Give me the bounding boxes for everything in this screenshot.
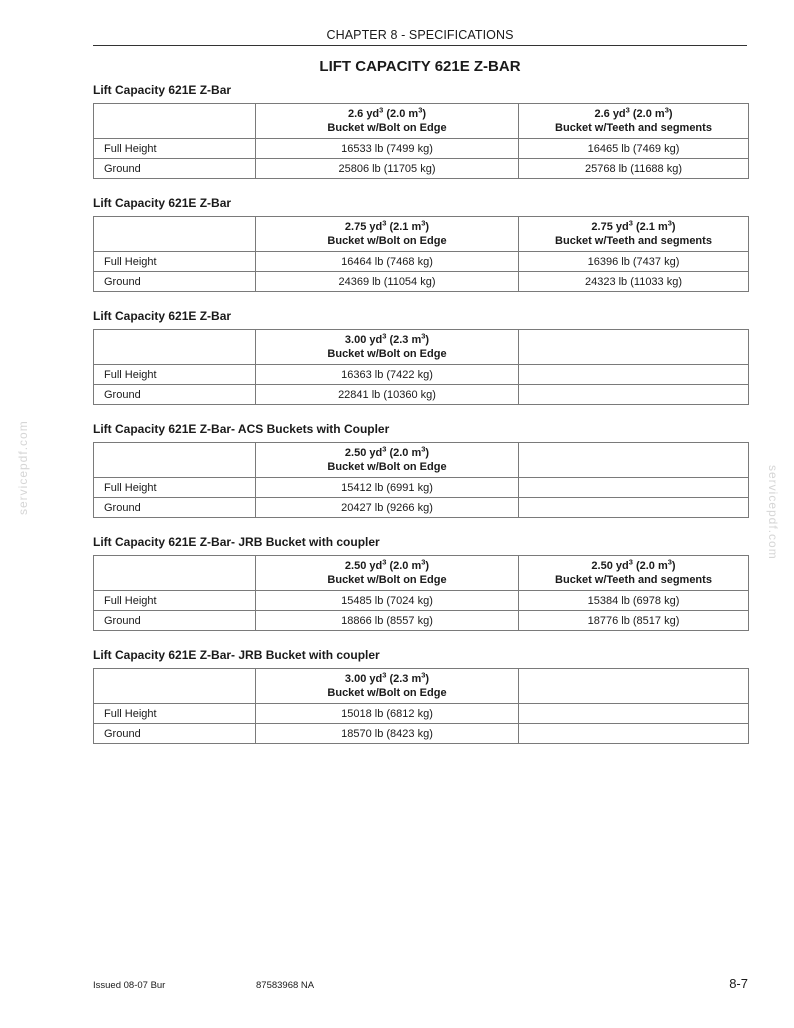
bucket-size: 3.00 yd	[344, 334, 383, 346]
bucket-size: 2.75 yd	[591, 221, 629, 233]
row-label: Ground	[94, 611, 256, 631]
column-header	[256, 217, 519, 252]
column-header	[519, 556, 749, 591]
unit-exponent: 3	[628, 557, 633, 567]
spec-table	[93, 329, 749, 405]
bucket-size: 2.50 yd	[591, 560, 629, 572]
metric-exponent: 3	[421, 331, 426, 341]
bucket-description: Bucket w/Teeth and segments	[555, 574, 712, 586]
table-row	[94, 385, 749, 405]
bucket-description: Bucket w/Bolt on Edge	[327, 348, 447, 360]
section-title: Lift Capacity 621E Z-Bar	[93, 196, 232, 210]
table-row	[94, 478, 749, 498]
column-header	[519, 104, 749, 139]
capacity-value: 25806 lb (11705 kg)	[256, 159, 519, 179]
bucket-description: Bucket w/Bolt on Edge	[327, 235, 447, 247]
capacity-value: 16363 lb (7422 kg)	[256, 365, 519, 385]
row-label: Full Height	[94, 478, 256, 498]
capacity-value	[519, 724, 749, 744]
metric-exponent: 3	[421, 557, 426, 567]
capacity-value: 18866 lb (8557 kg)	[256, 611, 519, 631]
unit-exponent: 3	[628, 218, 633, 228]
metric-exponent: 3	[418, 105, 423, 115]
capacity-value: 15412 lb (6991 kg)	[256, 478, 519, 498]
capacity-value: 24323 lb (11033 kg)	[519, 272, 749, 292]
header-empty-cell	[94, 104, 256, 139]
capacity-value	[519, 498, 749, 518]
footer-page-number: 8-7	[729, 976, 748, 991]
watermark-right: servicepdf.com	[766, 465, 780, 560]
metric-close: )	[425, 447, 430, 459]
section-title: Lift Capacity 621E Z-Bar- JRB Bucket with coupler	[93, 535, 380, 549]
capacity-value: 18776 lb (8517 kg)	[519, 611, 749, 631]
metric-exponent: 3	[667, 557, 672, 567]
column-header	[519, 217, 749, 252]
table-row	[94, 159, 749, 179]
spec-section	[93, 196, 748, 292]
metric-size: (2.0 m	[632, 560, 668, 572]
capacity-value: 25768 lb (11688 kg)	[519, 159, 749, 179]
unit-exponent: 3	[382, 331, 387, 341]
capacity-value: 15384 lb (6978 kg)	[519, 591, 749, 611]
row-label: Full Height	[94, 591, 256, 611]
capacity-value: 16465 lb (7469 kg)	[519, 139, 749, 159]
metric-close: )	[425, 673, 430, 685]
metric-size: (2.3 m	[386, 673, 422, 685]
metric-close: )	[425, 334, 430, 346]
header-empty-cell	[94, 556, 256, 591]
metric-exponent: 3	[421, 444, 426, 454]
unit-exponent: 3	[625, 105, 630, 115]
bucket-description: Bucket w/Bolt on Edge	[327, 461, 447, 473]
capacity-value	[519, 478, 749, 498]
spec-table	[93, 442, 749, 518]
column-header	[519, 669, 749, 704]
metric-size: (2.0 m	[386, 560, 422, 572]
table-row	[94, 498, 749, 518]
bucket-size: 2.50 yd	[344, 560, 383, 572]
spec-section	[93, 83, 748, 179]
spec-section	[93, 309, 748, 405]
section-title: Lift Capacity 621E Z-Bar	[93, 83, 232, 97]
metric-exponent: 3	[421, 218, 426, 228]
capacity-value: 24369 lb (11054 kg)	[256, 272, 519, 292]
column-header	[256, 669, 519, 704]
bucket-description: Bucket w/Bolt on Edge	[327, 574, 447, 586]
column-header	[256, 330, 519, 365]
row-label: Full Height	[94, 139, 256, 159]
column-header	[256, 556, 519, 591]
capacity-value	[519, 385, 749, 405]
metric-close: )	[668, 108, 673, 120]
footer-issued: Issued 08-07 Bur	[93, 980, 166, 991]
row-label: Ground	[94, 159, 256, 179]
bucket-size: 3.00 yd	[344, 673, 383, 685]
row-label: Ground	[94, 385, 256, 405]
column-header	[519, 330, 749, 365]
spec-section	[93, 535, 748, 631]
capacity-value: 16464 lb (7468 kg)	[256, 252, 519, 272]
table-header-row	[94, 556, 749, 591]
metric-size: (2.1 m	[632, 221, 668, 233]
metric-size: (2.0 m	[383, 108, 419, 120]
spec-table	[93, 555, 749, 631]
capacity-value	[519, 365, 749, 385]
section-title: Lift Capacity 621E Z-Bar- JRB Bucket with coupler	[93, 648, 380, 662]
bucket-size: 2.6 yd	[347, 108, 380, 120]
metric-size: (2.0 m	[386, 447, 422, 459]
footer-part-number: 87583968 NA	[256, 980, 315, 991]
bucket-description: Bucket w/Bolt on Edge	[327, 122, 447, 134]
capacity-value: 16533 lb (7499 kg)	[256, 139, 519, 159]
table-header-row	[94, 669, 749, 704]
table-row	[94, 724, 749, 744]
capacity-value: 15018 lb (6812 kg)	[256, 704, 519, 724]
bucket-description: Bucket w/Teeth and segments	[555, 235, 712, 247]
table-row	[94, 704, 749, 724]
table-header-row	[94, 330, 749, 365]
spec-table	[93, 668, 749, 744]
column-header	[256, 443, 519, 478]
header-empty-cell	[94, 217, 256, 252]
chapter-header: CHAPTER 8 - SPECIFICATIONS	[93, 28, 747, 46]
unit-exponent: 3	[382, 557, 387, 567]
bucket-size: 2.6 yd	[594, 108, 626, 120]
unit-exponent: 3	[379, 105, 384, 115]
capacity-value: 18570 lb (8423 kg)	[256, 724, 519, 744]
bucket-description: Bucket w/Bolt on Edge	[327, 687, 447, 699]
capacity-value: 16396 lb (7437 kg)	[519, 252, 749, 272]
spec-section	[93, 422, 748, 518]
capacity-value	[519, 704, 749, 724]
metric-close: )	[422, 108, 427, 120]
bucket-description: Bucket w/Teeth and segments	[555, 122, 712, 134]
unit-exponent: 3	[382, 444, 387, 454]
section-title: Lift Capacity 621E Z-Bar- ACS Buckets with Coupler	[93, 422, 390, 436]
capacity-value: 22841 lb (10360 kg)	[256, 385, 519, 405]
unit-exponent: 3	[382, 218, 387, 228]
table-row	[94, 252, 749, 272]
table-row	[94, 591, 749, 611]
row-label: Full Height	[94, 252, 256, 272]
header-empty-cell	[94, 330, 256, 365]
table-row	[94, 272, 749, 292]
table-header-row	[94, 104, 749, 139]
spec-table	[93, 103, 749, 179]
column-header	[519, 443, 749, 478]
metric-exponent: 3	[667, 218, 672, 228]
capacity-value: 15485 lb (7024 kg)	[256, 591, 519, 611]
header-empty-cell	[94, 443, 256, 478]
watermark-left: servicepdf.com	[16, 420, 30, 515]
metric-close: )	[425, 560, 430, 572]
table-header-row	[94, 443, 749, 478]
metric-size: (2.1 m	[386, 221, 422, 233]
row-label: Ground	[94, 724, 256, 744]
column-header	[256, 104, 519, 139]
spec-section	[93, 648, 748, 744]
row-label: Full Height	[94, 365, 256, 385]
table-header-row	[94, 217, 749, 252]
section-title: Lift Capacity 621E Z-Bar	[93, 309, 232, 323]
unit-exponent: 3	[382, 670, 387, 680]
spec-table	[93, 216, 749, 292]
row-label: Ground	[94, 272, 256, 292]
metric-exponent: 3	[421, 670, 426, 680]
bucket-size: 2.50 yd	[344, 447, 383, 459]
page-title: LIFT CAPACITY 621E Z-BAR	[319, 58, 521, 75]
metric-size: (2.0 m	[629, 108, 665, 120]
capacity-value: 20427 lb (9266 kg)	[256, 498, 519, 518]
metric-size: (2.3 m	[386, 334, 422, 346]
table-row	[94, 139, 749, 159]
metric-close: )	[671, 560, 676, 572]
row-label: Ground	[94, 498, 256, 518]
header-empty-cell	[94, 669, 256, 704]
table-row	[94, 365, 749, 385]
bucket-size: 2.75 yd	[344, 221, 383, 233]
metric-close: )	[425, 221, 430, 233]
table-row	[94, 611, 749, 631]
metric-close: )	[671, 221, 676, 233]
metric-exponent: 3	[664, 105, 669, 115]
row-label: Full Height	[94, 704, 256, 724]
